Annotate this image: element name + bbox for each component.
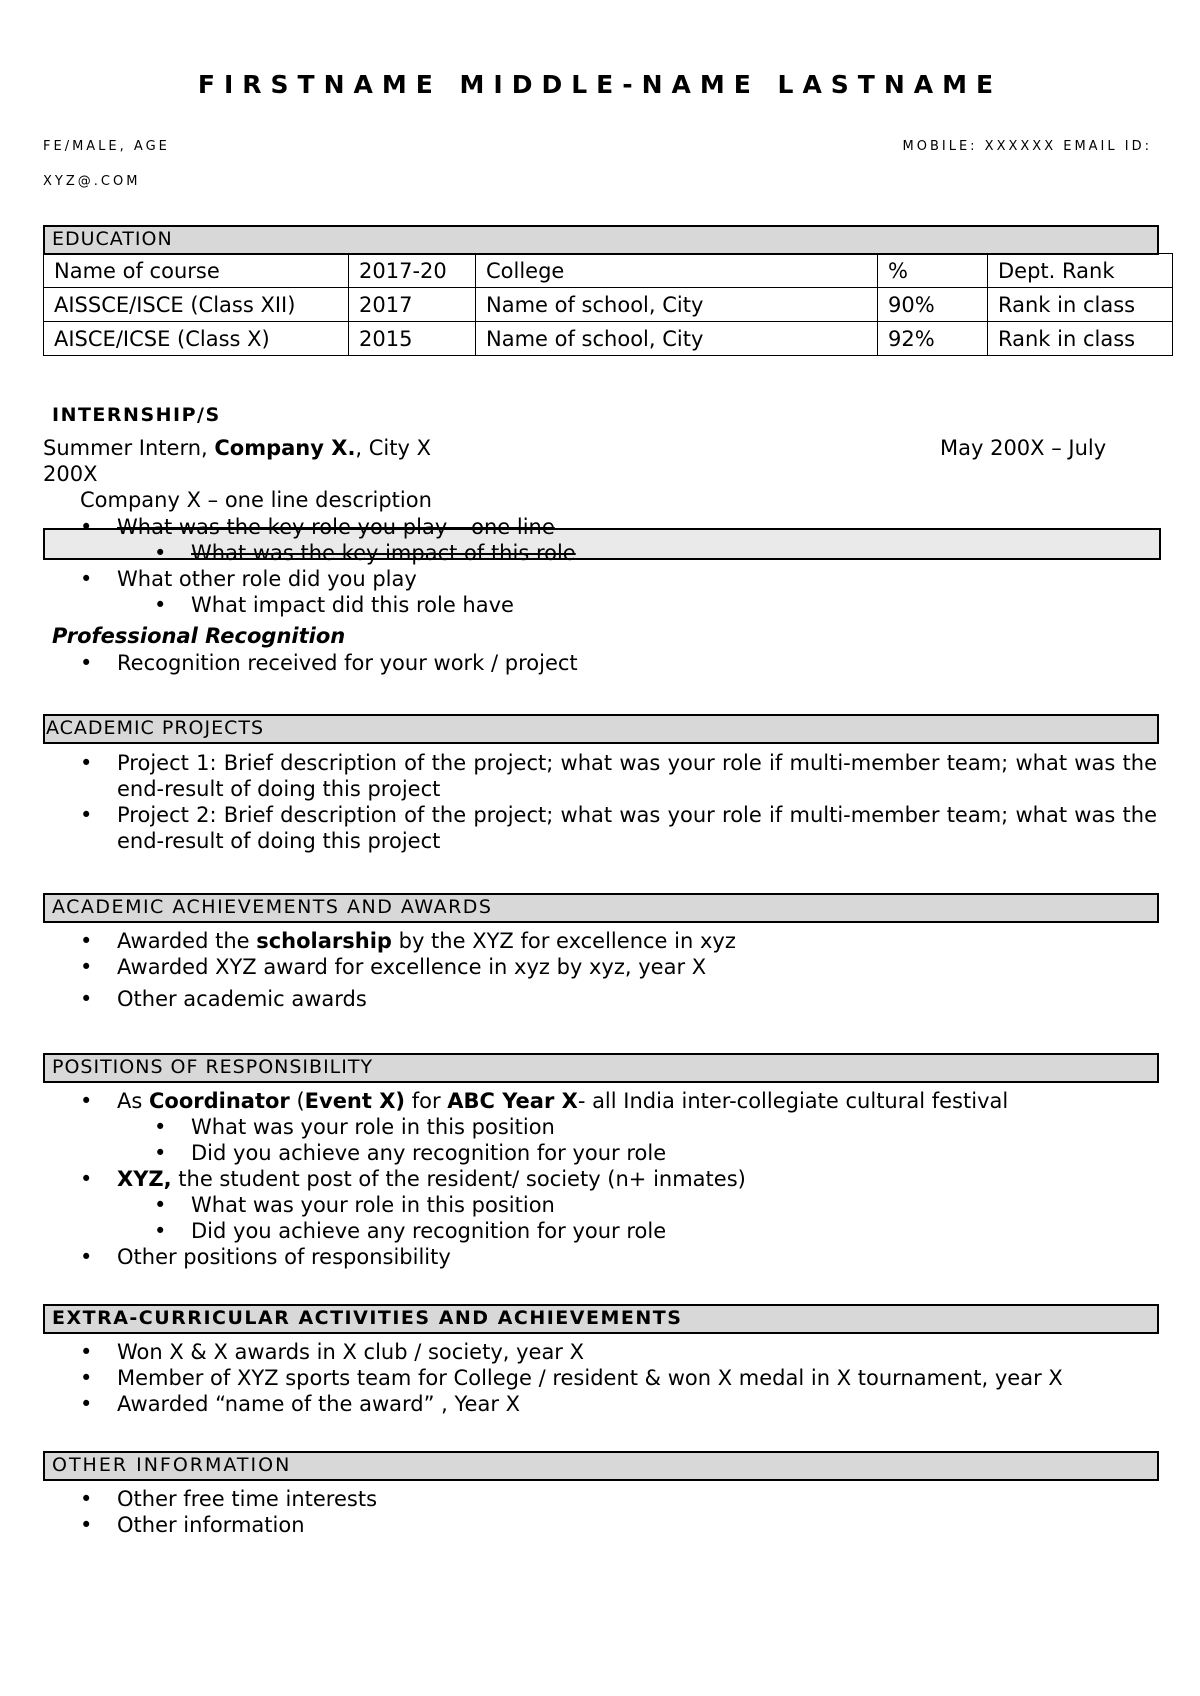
table-cell: Rank in class xyxy=(988,288,1173,322)
internship-dates-a: May 200X – July xyxy=(940,436,1107,460)
position-text: for xyxy=(405,1089,448,1113)
table-row xyxy=(44,288,1173,322)
positions-title: POSITIONS OF RESPONSIBILITY xyxy=(52,1056,374,1078)
list-item: • What other role did you play xyxy=(117,566,417,592)
extracurricular-title: EXTRA-CURRICULAR ACTIVITIES AND ACHIEVEMENTS xyxy=(52,1307,683,1329)
table-cell: 2015 xyxy=(349,322,476,356)
projects-title: ACADEMIC PROJECTS xyxy=(46,717,265,739)
internship-role: Summer Intern, xyxy=(43,436,215,460)
position-text: ( xyxy=(289,1089,305,1113)
list-item: • What was your role in this position xyxy=(191,1114,555,1140)
table-cell: Name of school, City xyxy=(476,288,878,322)
internship-description: Company X – one line description xyxy=(80,488,432,512)
email: XYZ@.COM xyxy=(43,174,141,189)
list-item: • What was your role in this position xyxy=(191,1192,555,1218)
list-item xyxy=(117,928,736,954)
award-text: Awarded the xyxy=(117,929,257,953)
position-text: the student post of the resident/ society (n+ inmates) xyxy=(171,1167,746,1191)
position-text: - all India inter-collegiate cultural festival xyxy=(577,1089,1009,1113)
award-text: by the XYZ for excellence in xyz xyxy=(391,929,736,953)
internship-city: , City X xyxy=(355,436,431,460)
education-table xyxy=(43,253,1173,356)
table-row xyxy=(44,254,1173,288)
list-item: • Did you achieve any recognition for your role xyxy=(191,1218,666,1244)
list-item: • Recognition received for your work / project xyxy=(117,650,578,676)
table-cell: 92% xyxy=(878,322,988,356)
list-item: • Did you achieve any recognition for your role xyxy=(191,1140,666,1166)
list-item: • Other information xyxy=(117,1512,305,1538)
list-item: • What was the key role you play – one line xyxy=(117,514,555,540)
mobile-email: MOBILE: XXXXXX EMAIL ID: xyxy=(902,139,1152,154)
table-cell: AISSCE/ISCE (Class XII) xyxy=(44,288,349,322)
resume-name: FIRSTNAME MIDDLE-NAME LASTNAME xyxy=(197,70,1003,99)
position-text: As xyxy=(117,1089,149,1113)
internship-role-line xyxy=(43,436,431,460)
position-bold: Event X) xyxy=(304,1089,406,1113)
list-item: • Project 2: Brief description of the project; what was your role if multi-member team; what was the end-result of doing this project xyxy=(117,802,1157,854)
internship-dates-b: 200X xyxy=(43,462,98,486)
list-item xyxy=(117,1166,746,1192)
table-cell: College xyxy=(476,254,878,288)
table-cell: Name of school, City xyxy=(476,322,878,356)
other-title: OTHER INFORMATION xyxy=(52,1454,292,1476)
education-title: EDUCATION xyxy=(52,228,173,250)
list-item: • Other positions of responsibility xyxy=(117,1244,451,1270)
table-cell: Name of course xyxy=(44,254,349,288)
list-item: • Other free time interests xyxy=(117,1486,377,1512)
recognition-title: Professional Recognition xyxy=(52,624,346,648)
list-item: • What was the key impact of this role xyxy=(191,540,576,566)
position-bold: ABC Year X xyxy=(447,1089,578,1113)
internship-title: INTERNSHIP/S xyxy=(52,404,221,426)
list-item: • Other academic awards xyxy=(117,986,367,1012)
table-cell: Dept. Rank xyxy=(988,254,1173,288)
table-cell: 90% xyxy=(878,288,988,322)
table-cell: AISCE/ICSE (Class X) xyxy=(44,322,349,356)
table-cell: 2017-20 xyxy=(349,254,476,288)
position-bold: Coordinator xyxy=(148,1089,290,1113)
list-item: • Awarded “name of the award” , Year X xyxy=(117,1391,520,1417)
awards-title: ACADEMIC ACHIEVEMENTS AND AWARDS xyxy=(52,896,493,918)
list-item: • Member of XYZ sports team for College / resident & won X medal in X tournament, year X xyxy=(117,1365,1063,1391)
award-bold: scholarship xyxy=(256,929,392,953)
education-header-bar xyxy=(43,225,1159,255)
list-item: • What impact did this role have xyxy=(191,592,514,618)
table-row xyxy=(44,322,1173,356)
table-cell: % xyxy=(878,254,988,288)
table-cell: Rank in class xyxy=(988,322,1173,356)
list-item: • Project 1: Brief description of the project; what was your role if multi-member team; what was the end-result of doing this project xyxy=(117,750,1157,802)
list-item: • Awarded XYZ award for excellence in xyz by xyz, year X xyxy=(117,954,706,980)
gender-age: FE/MALE, AGE xyxy=(43,139,170,154)
table-cell: 2017 xyxy=(349,288,476,322)
list-item: • Won X & X awards in X club / society, year X xyxy=(117,1339,584,1365)
position-bold: XYZ, xyxy=(117,1167,172,1191)
list-item xyxy=(117,1088,1008,1114)
internship-company: Company X. xyxy=(214,436,356,460)
